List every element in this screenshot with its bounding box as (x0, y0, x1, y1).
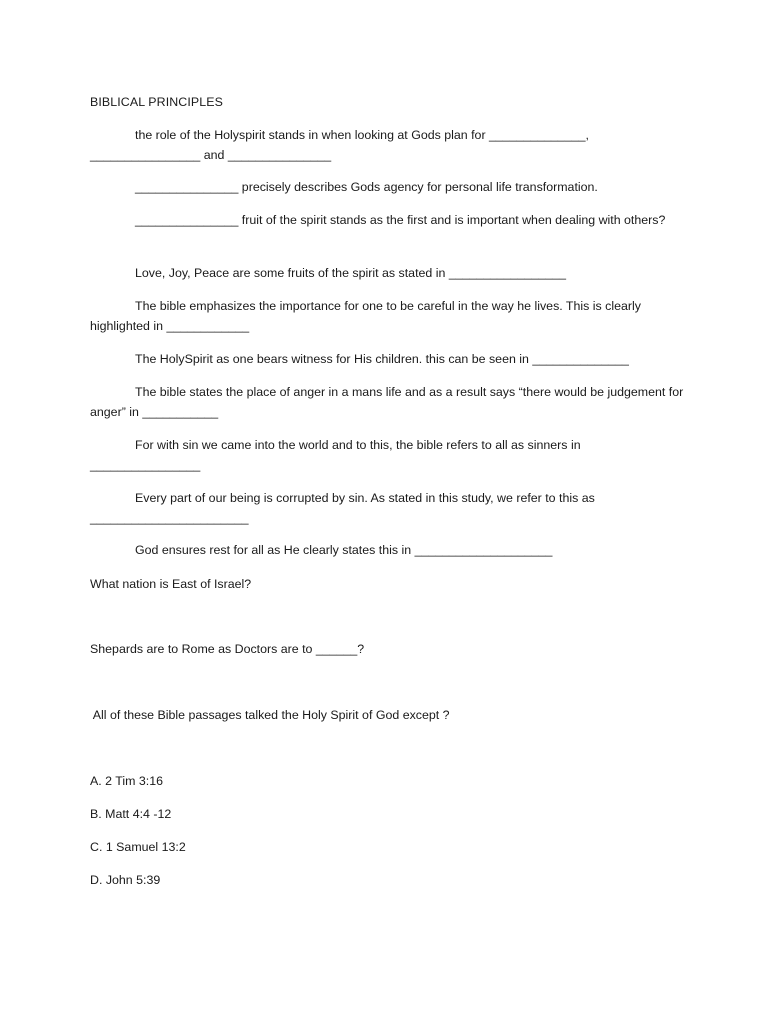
document-title: BIBLICAL PRINCIPLES (90, 95, 223, 109)
statement-7: The bible states the place of anger in a mans life and as a result says “there would be judgement for anger” in ___________ (90, 385, 684, 419)
option-a: A. 2 Tim 3:16 (90, 774, 164, 788)
statement-9: Every part of our being is corrupted by sin. As stated in this study, we refer to this as _______________________ (90, 491, 595, 525)
option-d: D. John 5:39 (90, 873, 161, 887)
option-c: C. 1 Samuel 13:2 (90, 840, 186, 854)
statement-1: the role of the Holyspirit stands in when looking at Gods plan for ______________, ________________ and _______________ (90, 128, 589, 162)
statement-4: Love, Joy, Peace are some fruits of the spirit as stated in _________________ (135, 266, 566, 280)
statement-8: For with sin we came into the world and to this, the bible refers to all as sinners in ________________ (90, 438, 581, 472)
option-b: B. Matt 4:4 -12 (90, 807, 172, 821)
question-nation-east: What nation is East of Israel? (90, 577, 252, 591)
question-analogy: Shepards are to Rome as Doctors are to ______? (90, 642, 365, 656)
statement-5: The bible emphasizes the importance for one to be careful in the way he lives. This is clearly highlighted in ____________ (90, 299, 641, 333)
statement-6: The HolySpirit as one bears witness for His children. this can be seen in ______________ (135, 352, 629, 366)
statement-3: _______________ fruit of the spirit stands as the first and is important when dealing with others? (135, 213, 666, 227)
question-holy-spirit-passages: All of these Bible passages talked the Holy Spirit of God except ? (90, 708, 450, 722)
statement-2: _______________ precisely describes Gods agency for personal life transformation. (135, 180, 598, 194)
statement-10: God ensures rest for all as He clearly states this in ____________________ (135, 543, 553, 557)
